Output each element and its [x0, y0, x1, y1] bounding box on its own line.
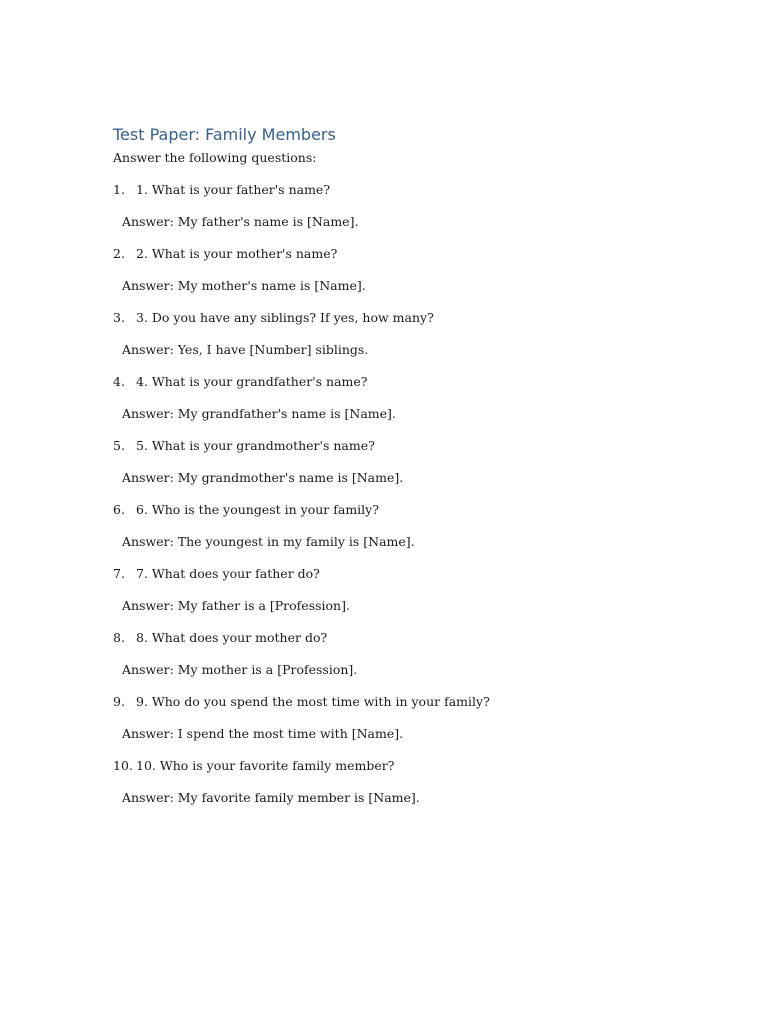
question-number: 5.	[113, 438, 125, 453]
question-number: 10.	[113, 758, 133, 773]
question-row	[113, 310, 673, 342]
answer-text: Answer: My father is a [Profession].	[122, 598, 350, 613]
answer-text: Answer: My mother is a [Profession].	[122, 662, 358, 677]
qa-item	[113, 310, 673, 374]
document-title: Test Paper: Family Members	[113, 125, 336, 144]
qa-item	[113, 502, 673, 566]
question-text: 3. Do you have any siblings? If yes, how many?	[136, 310, 434, 325]
qa-item	[113, 630, 673, 694]
answer-text: Answer: My favorite family member is [Name].	[122, 790, 420, 805]
question-row	[113, 630, 673, 662]
question-number: 6.	[113, 502, 125, 517]
question-number: 4.	[113, 374, 125, 389]
question-text: 5. What is your grandmother's name?	[136, 438, 375, 453]
qa-item	[113, 438, 673, 502]
answer-text: Answer: Yes, I have [Number] siblings.	[122, 342, 369, 357]
answer-text: Answer: The youngest in my family is [Name].	[122, 534, 415, 549]
answer-text: Answer: My grandfather's name is [Name].	[122, 406, 396, 421]
answer-text: Answer: My grandmother's name is [Name].	[122, 470, 404, 485]
question-number: 7.	[113, 566, 125, 581]
question-row	[113, 566, 673, 598]
question-text: 7. What does your father do?	[136, 566, 320, 581]
question-row	[113, 182, 673, 214]
question-text: 8. What does your mother do?	[136, 630, 328, 645]
question-number: 9.	[113, 694, 125, 709]
question-row	[113, 438, 673, 470]
qa-item	[113, 374, 673, 438]
question-number: 1.	[113, 182, 125, 197]
qa-item	[113, 758, 673, 822]
qa-item	[113, 182, 673, 246]
question-text: 9. Who do you spend the most time with in your family?	[136, 694, 490, 709]
question-row	[113, 374, 673, 406]
question-row	[113, 758, 673, 790]
question-text: 10. Who is your favorite family member?	[136, 758, 395, 773]
qa-item	[113, 246, 673, 310]
question-text: 2. What is your mother's name?	[136, 246, 338, 261]
document-body	[113, 124, 673, 822]
question-list	[113, 182, 673, 822]
question-row	[113, 694, 673, 726]
qa-item	[113, 694, 673, 758]
qa-item	[113, 566, 673, 630]
answer-text: Answer: I spend the most time with [Name].	[122, 726, 404, 741]
question-text: 1. What is your father's name?	[136, 182, 331, 197]
question-text: 4. What is your grandfather's name?	[136, 374, 368, 389]
question-text: 6. Who is the youngest in your family?	[136, 502, 379, 517]
question-number: 3.	[113, 310, 125, 325]
answer-text: Answer: My mother's name is [Name].	[122, 278, 366, 293]
question-row	[113, 246, 673, 278]
answer-text: Answer: My father's name is [Name].	[122, 214, 359, 229]
intro-text: Answer the following questions:	[113, 150, 317, 165]
question-number: 8.	[113, 630, 125, 645]
question-row	[113, 502, 673, 534]
question-number: 2.	[113, 246, 125, 261]
